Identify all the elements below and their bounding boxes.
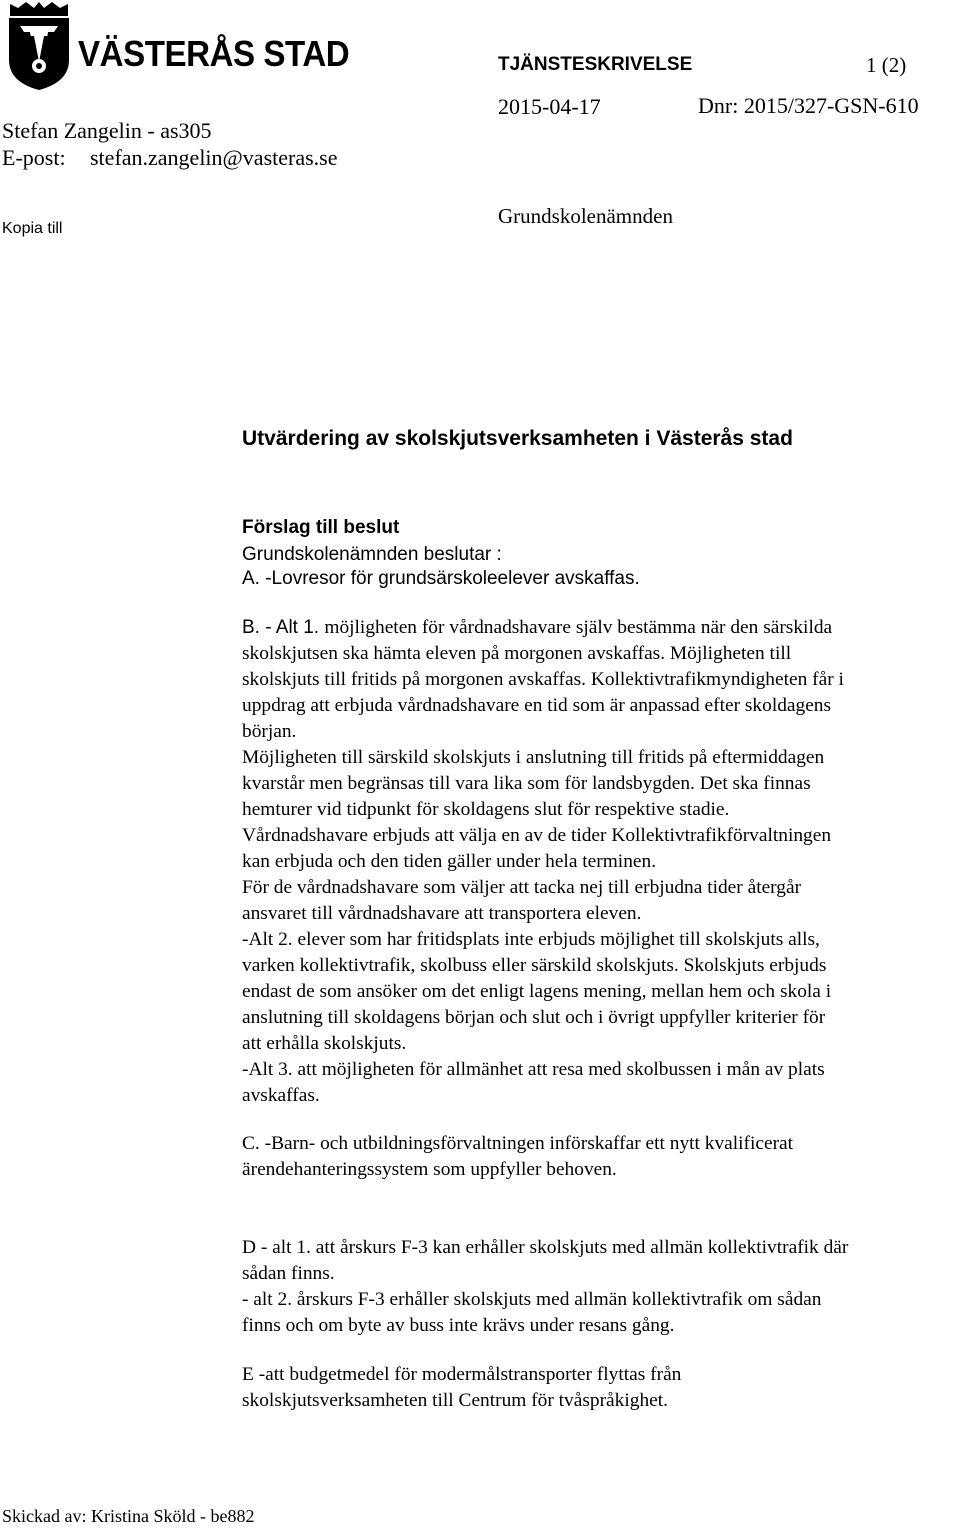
proposal-item-d [242,1235,960,1339]
vasteras-crest-icon [4,0,74,92]
document-title: Utvärdering av skolskjutsverksamheten i Västerås stad [242,427,793,450]
item-b-line: ansvaret till vårdnadshavare att transportera eleven. [242,903,642,924]
proposal-item-c [242,1131,960,1183]
proposal-item-b [242,615,960,1109]
item-c-line: C. -Barn- och utbildningsförvaltningen införskaffar ett nytt kvalificerat [242,1133,794,1154]
item-b-line: endast de som ansöker om det enligt lagens mening, mellan hem och skola i [242,981,832,1002]
item-b-line: skolskjutsen ska hämta eleven på morgonen avskaffas. Möjligheten till [242,643,792,664]
item-b-line: kvarstår men begränsas till vara lika som för landsbygden. Det ska finnas [242,773,811,794]
item-b-line: avskaffas. [242,1085,320,1106]
proposal-item-e [242,1362,960,1414]
item-e-line: skolskjutsverksamheten till Centrum för tvåspråkighet. [242,1390,668,1411]
item-d-line: D - alt 1. att årskurs F-3 kan erhåller skolskjuts med allmän kollektivtrafik där [242,1237,849,1258]
proposal-item-a: A. -Lovresor för grundsärskoleelever avskaffas. [242,568,640,589]
item-b-line: att erhålla skolskjuts. [242,1033,407,1054]
item-b-line: början. [242,721,297,742]
page-number: 1 (2) [866,53,907,77]
email-label: E-post: [2,145,66,170]
municipality-logo [4,0,350,92]
item-b-line [242,615,960,641]
document-date: 2015-04-17 [498,94,601,119]
item-e-line: E -att budgetmedel för modermålstransporter flyttas från [242,1364,682,1385]
item-b-line: uppdrag att erbjuda vårdnadshavare en tid som är anpassad efter skoldagens [242,695,832,716]
document-dnr: Dnr: 2015/327-GSN-610 [698,93,919,118]
item-b-prefix: B. - Alt 1. [242,617,325,638]
item-b-line: skolskjuts till fritids på morgonen avskaffas. Kollektivtrafikmyndigheten får i [242,669,844,690]
item-b-line: För de vårdnadshavare som väljer att tacka nej till erbjudna tider återgår [242,877,802,898]
sent-by: Skickad av: Kristina Sköld - be882 [2,1506,255,1526]
item-b-line: Vårdnadshavare erbjuds att välja en av de tider Kollektivtrafikförvaltningen [242,825,832,846]
item-b-line: hemturer vid tidpunkt för skoldagens slut för respektive stadie. [242,799,730,820]
item-d-line: sådan finns. [242,1263,335,1284]
item-d-line: - alt 2. årskurs F-3 erhåller skolskjuts med allmän kollektivtrafik om sådan [242,1289,822,1310]
item-b-text: möjligheten för vårdnadshavare själv bestämma när den särskilda [324,617,833,638]
logo-wordmark: VÄSTERÅS STAD [78,33,350,74]
item-b-line: -Alt 3. att möjligheten för allmänhet att resa med skolbussen i mån av plats [242,1059,825,1080]
item-b-line: anslutning till skoldagens början och slut och i övrigt uppfyller kriterier för [242,1007,826,1028]
proposal-intro: Grundskolenämnden beslutar : [242,544,502,565]
proposal-heading: Förslag till beslut [242,517,400,538]
copy-to-recipient: Grundskolenämnden [498,204,673,228]
item-b-line: varken kollektivtrafik, skolbuss eller särskild skolskjuts. Skolskjuts erbjuds [242,955,827,976]
email-address: stefan.zangelin@vasteras.se [90,145,338,170]
item-b-line: kan erbjuda och den tiden gäller under hela terminen. [242,851,657,872]
copy-to-label: Kopia till [2,220,63,237]
item-c-line: ärendehanteringssystem som uppfyller behoven. [242,1159,617,1180]
document-type: TJÄNSTESKRIVELSE [498,54,693,75]
item-b-line: Möjligheten till särskild skolskjuts i anslutning till fritids på eftermiddagen [242,747,825,768]
sender-name: Stefan Zangelin - as305 [2,118,212,143]
item-b-line: -Alt 2. elever som har fritidsplats inte erbjuds möjlighet till skolskjuts alls, [242,929,820,950]
item-d-line: finns och om byte av buss inte krävs under resans gång. [242,1315,675,1336]
